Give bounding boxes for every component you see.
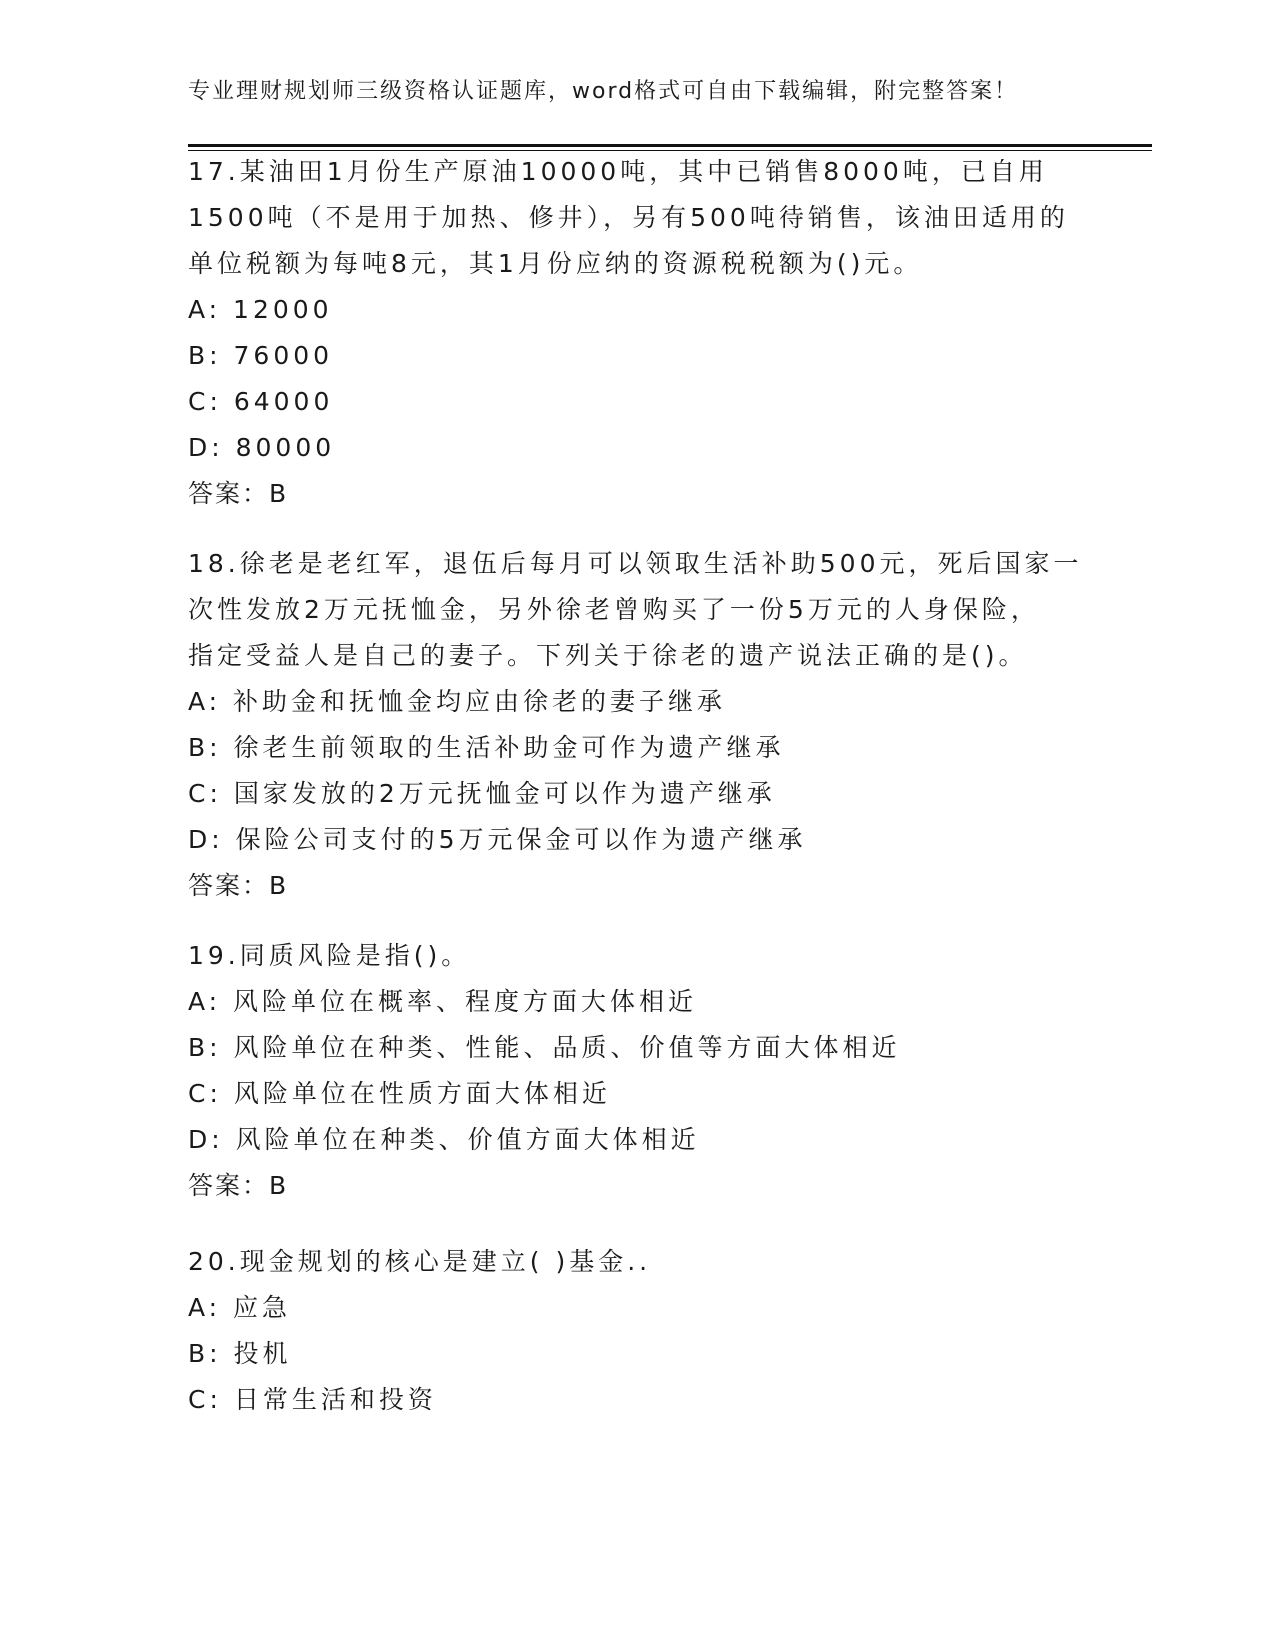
option-c: C: 64000 bbox=[188, 387, 334, 416]
answer-line: 答案：B bbox=[188, 1171, 289, 1200]
question-stem-line: 单位税额为每吨8元，其1月份应纳的资源税税额为()元。 bbox=[188, 249, 923, 278]
question-stem-line: 18.徐老是老红军，退伍后每月可以领取生活补助500元，死后国家一 bbox=[188, 549, 1083, 578]
answer-line: 答案：B bbox=[188, 871, 289, 900]
question-18 bbox=[188, 541, 1088, 909]
question-stem-line: 1500吨（不是用于加热、修井），另有500吨待销售，该油田适用的 bbox=[188, 203, 1069, 232]
page-header: 专业理财规划师三级资格认证题库，word格式可自由下载编辑，附完整答案！ bbox=[188, 79, 1019, 104]
question-stem-line: 20.现金规划的核心是建立( )基金.. bbox=[188, 1247, 652, 1276]
option-a: A: 风险单位在概率、程度方面大体相近 bbox=[188, 987, 698, 1016]
question-20 bbox=[188, 1239, 1088, 1423]
option-b: B: 投机 bbox=[188, 1339, 292, 1368]
option-a: A: 12000 bbox=[188, 295, 333, 324]
option-d: D: 80000 bbox=[188, 433, 336, 462]
option-c: C: 国家发放的2万元抚恤金可以作为遗产继承 bbox=[188, 779, 776, 808]
option-d: D: 保险公司支付的5万元保金可以作为遗产继承 bbox=[188, 825, 807, 854]
option-b: B: 76000 bbox=[188, 341, 334, 370]
option-c: C: 风险单位在性质方面大体相近 bbox=[188, 1079, 611, 1108]
option-d: D: 风险单位在种类、价值方面大体相近 bbox=[188, 1125, 700, 1154]
question-stem-line: 17.某油田1月份生产原油10000吨，其中已销售8000吨，已自用 bbox=[188, 157, 1048, 186]
option-b: B: 徐老生前领取的生活补助金可作为遗产继承 bbox=[188, 733, 785, 762]
question-stem-line: 指定受益人是自己的妻子。下列关于徐老的遗产说法正确的是()。 bbox=[188, 641, 1028, 670]
question-stem-line: 19.同质风险是指()。 bbox=[188, 941, 471, 970]
answer-line: 答案：B bbox=[188, 479, 289, 508]
option-c: C: 日常生活和投资 bbox=[188, 1385, 437, 1414]
question-19 bbox=[188, 933, 1088, 1209]
question-17 bbox=[188, 149, 1088, 517]
question-stem-line: 次性发放2万元抚恤金，另外徐老曾购买了一份5万元的人身保险， bbox=[188, 595, 1040, 624]
header-rule-thick bbox=[188, 144, 1152, 147]
option-b: B: 风险单位在种类、性能、品质、价值等方面大体相近 bbox=[188, 1033, 901, 1062]
option-a: A: 补助金和抚恤金均应由徐老的妻子继承 bbox=[188, 687, 727, 716]
option-a: A: 应急 bbox=[188, 1293, 292, 1322]
